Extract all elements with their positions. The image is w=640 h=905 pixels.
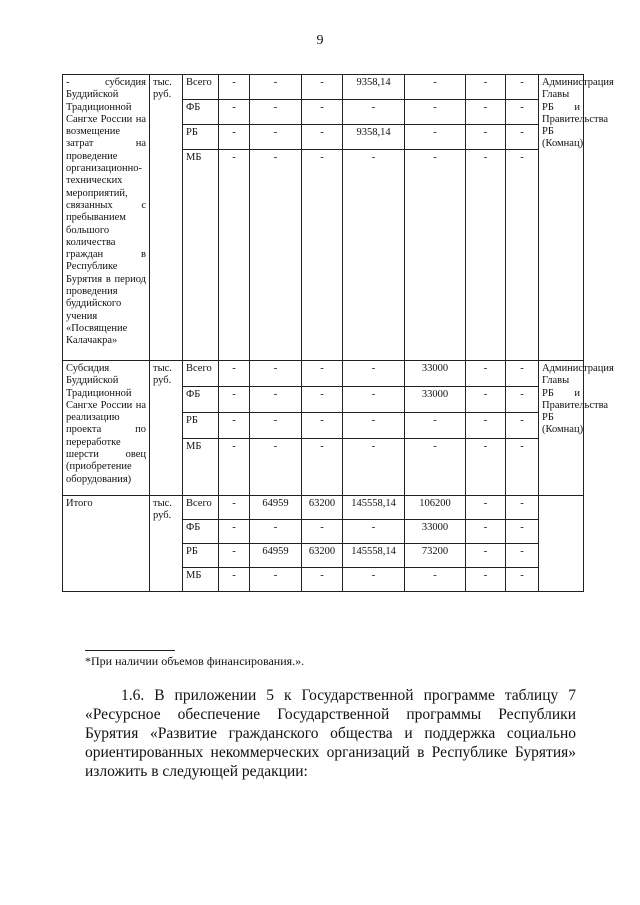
- value-cell: 73200: [405, 544, 466, 568]
- executor: Администрация Главы РБ и Правительства РБ (Комнац): [539, 361, 584, 496]
- table-row: [63, 361, 584, 387]
- value-cell: -: [343, 150, 405, 361]
- value-cell: 145558,14: [343, 496, 405, 520]
- value-cell: -: [343, 439, 405, 496]
- measure-name: Субсидия Буддийской Традиционной Сангхе России на реализацию проекта по переработке шерсти овец (приобретение оборудования): [63, 361, 150, 496]
- value-cell: -: [219, 387, 250, 413]
- value-cell: -: [466, 413, 506, 439]
- funding-source: РБ: [183, 544, 219, 568]
- value-cell: 64959: [250, 544, 302, 568]
- funding-source: РБ: [183, 413, 219, 439]
- value-cell: -: [219, 544, 250, 568]
- executor: Администрация Главы РБ и Правительства РБ (Комнац): [539, 75, 584, 361]
- value-cell: 33000: [405, 361, 466, 387]
- value-cell: 9358,14: [343, 75, 405, 100]
- funding-source: РБ: [183, 125, 219, 150]
- value-cell: -: [302, 100, 343, 125]
- value-cell: -: [466, 439, 506, 496]
- body-paragraph: 1.6. В приложении 5 к Государственной программе таблицу 7 «Ресурсное обеспечение Государственной программы Республики Бурятия «Развитие гражданского общества и поддержка социально ориентированных некоммерческих организаций в Республике Бурятия» изложить в следующей редакции:: [85, 687, 576, 780]
- value-cell: -: [250, 361, 302, 387]
- value-cell: -: [219, 361, 250, 387]
- value-cell: -: [219, 413, 250, 439]
- funding-source: МБ: [183, 439, 219, 496]
- value-cell: -: [343, 100, 405, 125]
- value-cell: -: [506, 75, 539, 100]
- value-cell: -: [250, 568, 302, 592]
- value-cell: -: [405, 125, 466, 150]
- value-cell: -: [302, 125, 343, 150]
- value-cell: -: [506, 544, 539, 568]
- value-cell: -: [343, 413, 405, 439]
- unit: тыс. руб.: [150, 75, 183, 361]
- value-cell: -: [219, 150, 250, 361]
- unit: тыс. руб.: [150, 496, 183, 592]
- value-cell: -: [302, 387, 343, 413]
- unit: тыс. руб.: [150, 361, 183, 496]
- funding-source: МБ: [183, 568, 219, 592]
- value-cell: -: [506, 125, 539, 150]
- funding-source: ФБ: [183, 520, 219, 544]
- funding-source: Всего: [183, 361, 219, 387]
- value-cell: 9358,14: [343, 125, 405, 150]
- value-cell: -: [250, 125, 302, 150]
- value-cell: -: [219, 520, 250, 544]
- financing-table: [62, 74, 614, 592]
- value-cell: -: [506, 439, 539, 496]
- value-cell: -: [343, 520, 405, 544]
- value-cell: -: [250, 387, 302, 413]
- value-cell: -: [466, 150, 506, 361]
- value-cell: -: [219, 568, 250, 592]
- value-cell: 63200: [302, 544, 343, 568]
- value-cell: 33000: [405, 387, 466, 413]
- value-cell: 33000: [405, 520, 466, 544]
- value-cell: -: [219, 75, 250, 100]
- value-cell: -: [506, 150, 539, 361]
- value-cell: -: [250, 520, 302, 544]
- value-cell: -: [506, 413, 539, 439]
- value-cell: -: [343, 387, 405, 413]
- value-cell: -: [219, 439, 250, 496]
- value-cell: -: [219, 496, 250, 520]
- value-cell: 106200: [405, 496, 466, 520]
- value-cell: -: [302, 413, 343, 439]
- funding-source: МБ: [183, 150, 219, 361]
- value-cell: -: [250, 413, 302, 439]
- value-cell: -: [250, 150, 302, 361]
- funding-source: Всего: [183, 496, 219, 520]
- table-row: [63, 496, 584, 520]
- value-cell: -: [405, 75, 466, 100]
- value-cell: -: [405, 568, 466, 592]
- funding-source: ФБ: [183, 100, 219, 125]
- table-row: [63, 75, 584, 100]
- value-cell: -: [343, 568, 405, 592]
- value-cell: -: [302, 520, 343, 544]
- value-cell: 145558,14: [343, 544, 405, 568]
- value-cell: -: [302, 150, 343, 361]
- value-cell: -: [506, 568, 539, 592]
- page-number: 9: [316, 33, 324, 48]
- value-cell: -: [219, 125, 250, 150]
- value-cell: -: [506, 520, 539, 544]
- value-cell: -: [466, 496, 506, 520]
- value-cell: -: [302, 568, 343, 592]
- value-cell: -: [466, 361, 506, 387]
- value-cell: -: [250, 100, 302, 125]
- total-label: Итого: [63, 496, 150, 592]
- value-cell: -: [506, 496, 539, 520]
- executor: [539, 496, 584, 592]
- value-cell: -: [405, 150, 466, 361]
- value-cell: 64959: [250, 496, 302, 520]
- value-cell: -: [506, 387, 539, 413]
- value-cell: -: [405, 413, 466, 439]
- value-cell: -: [219, 100, 250, 125]
- value-cell: -: [466, 520, 506, 544]
- value-cell: -: [506, 100, 539, 125]
- value-cell: -: [466, 544, 506, 568]
- value-cell: -: [302, 361, 343, 387]
- funding-source: Всего: [183, 75, 219, 100]
- footnote: *При наличии объемов финансирования.».: [85, 654, 305, 668]
- value-cell: -: [466, 568, 506, 592]
- value-cell: -: [250, 439, 302, 496]
- value-cell: -: [250, 75, 302, 100]
- value-cell: -: [302, 439, 343, 496]
- funding-source: ФБ: [183, 387, 219, 413]
- value-cell: -: [405, 439, 466, 496]
- value-cell: -: [405, 100, 466, 125]
- value-cell: -: [506, 361, 539, 387]
- value-cell: 63200: [302, 496, 343, 520]
- value-cell: -: [466, 387, 506, 413]
- measure-name: - субсидия Буддийской Традиционной Сангхе России на возмещение затрат на проведение организационно-технических мероприятий, связанных с пребыванием большого количества граждан в Республике Бурятия в период проведения буддийского учения «Посвящение Калачакра»: [63, 75, 150, 361]
- value-cell: -: [343, 361, 405, 387]
- value-cell: -: [302, 75, 343, 100]
- value-cell: -: [466, 125, 506, 150]
- footnote-separator: [85, 650, 175, 651]
- value-cell: -: [466, 100, 506, 125]
- value-cell: -: [466, 75, 506, 100]
